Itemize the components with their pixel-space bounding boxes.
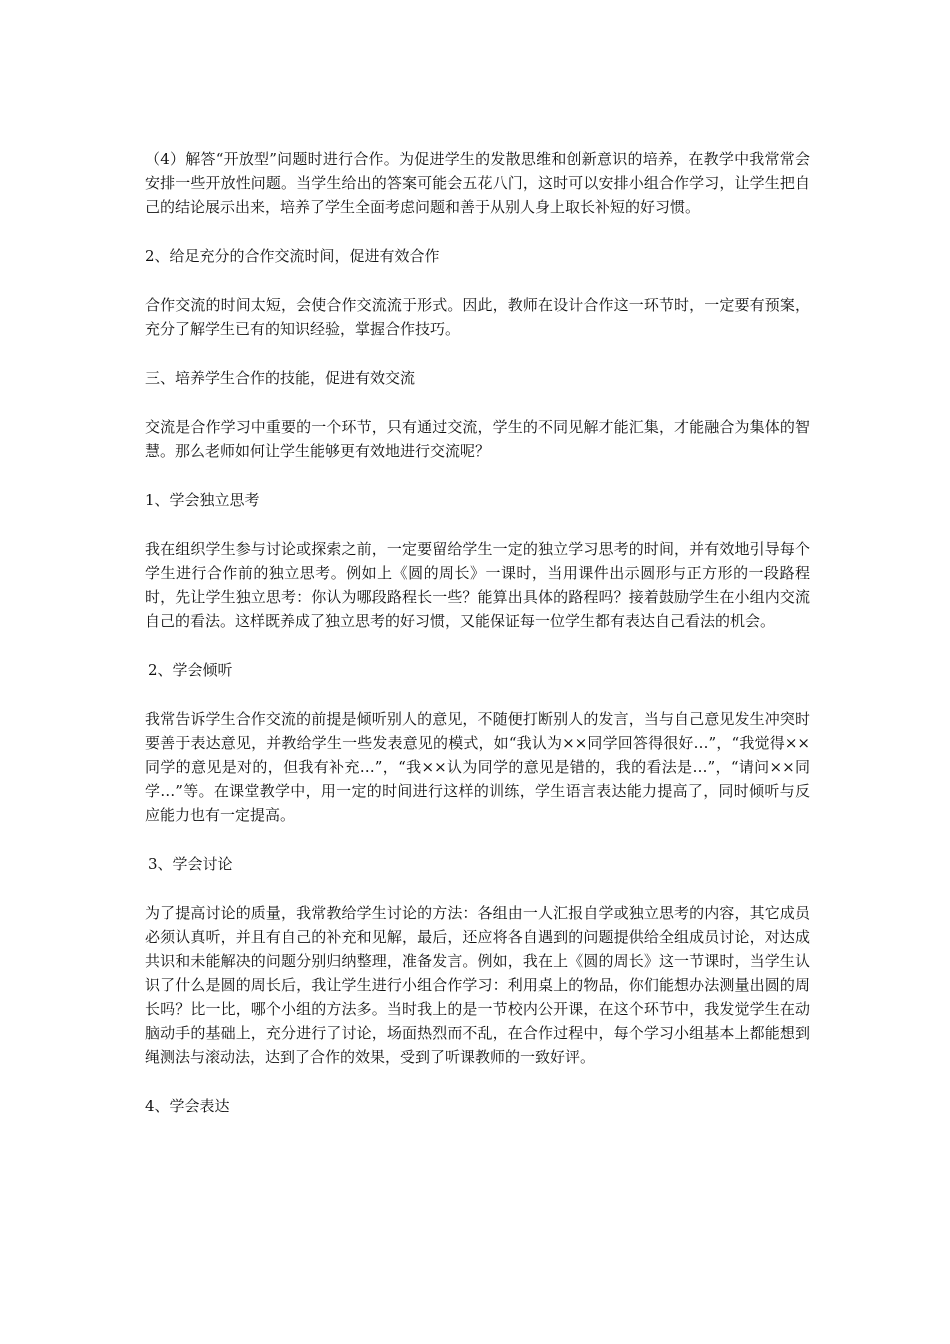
paragraph-cooperation-skills: 交流是合作学习中重要的一个环节，只有通过交流，学生的不同见解才能汇集，才能融合为集体的智慧。那么老师如何让学生能够更有效地进行交流呢？ <box>145 418 810 460</box>
heading-cooperation-time: 2、给足充分的合作交流时间，促进有效合作 <box>145 247 440 265</box>
heading-independent-thinking: 1、学会独立思考 <box>145 491 260 509</box>
heading-listening: 2、学会倾听 <box>148 661 233 679</box>
document-body <box>145 147 810 1143</box>
heading-discussion: 3、学会讨论 <box>148 855 233 873</box>
paragraph-open-question-cooperation: （4）解答“开放型”问题时进行合作。为促进学生的发散思维和创新意识的培养，在教学中我常常会安排一些开放性问题。当学生给出的答案可能会五花八门，这时可以安排小组合作学习，让学生把自己的结论展示出来，培养了学生全面考虑问题和善于从别人身上取长补短的好习惯。 <box>145 150 810 216</box>
paragraph-listening: 我常告诉学生合作交流的前提是倾听别人的意见，不随便打断别人的发言，当与自己意见发生冲突时要善于表达意见，并教给学生一些发表意见的模式，如“我认为××同学回答得很好…”，“我觉得××同学的意见是对的，但我有补充…”，“我××认为同学的意见是错的，我的看法是…”，“请问××同学…”等。在课堂教学中，用一定的时间进行这样的训练，学生语言表达能力提高了，同时倾听与反应能力也有一定提高。 <box>145 710 810 824</box>
paragraph-independent-thinking: 我在组织学生参与讨论或探索之前，一定要留给学生一定的独立学习思考的时间，并有效地引导每个学生进行合作前的独立思考。例如上《圆的周长》一课时，当用课件出示圆形与正方形的一段路程时，先让学生独立思考：你认为哪段路程长一些？能算出具体的路程吗？接着鼓励学生在小组内交流自己的看法。这样既养成了独立思考的好习惯，又能保证每一位学生都有表达自己看法的机会。 <box>145 540 810 630</box>
paragraph-discussion: 为了提高讨论的质量，我常教给学生讨论的方法：各组由一人汇报自学或独立思考的内容，其它成员必须认真听，并且有自己的补充和见解，最后，还应将各自遇到的问题提供给全组成员讨论，对达成共识和未能解决的问题分别归纳整理，准备发言。例如，我在上《圆的周长》这一节课时，当学生认识了什么是圆的周长后，我让学生进行小组合作学习：利用桌上的物品，你们能想办法测量出圆的周长吗？比一比，哪个小组的方法多。当时我上的是一节校内公开课，在这个环节中，我发觉学生在动脑动手的基础上，充分进行了讨论，场面热烈而不乱，在合作过程中，每个学习小组基本上都能想到绳测法与滚动法，达到了合作的效果，受到了听课教师的一致好评。 <box>145 904 810 1066</box>
paragraph-cooperation-time: 合作交流的时间太短，会使合作交流流于形式。因此，教师在设计合作这一环节时，一定要有预案，充分了解学生已有的知识经验，掌握合作技巧。 <box>145 296 810 338</box>
heading-expression: 4、学会表达 <box>145 1097 230 1115</box>
heading-cooperation-skills: 三、培养学生合作的技能，促进有效交流 <box>145 369 416 387</box>
